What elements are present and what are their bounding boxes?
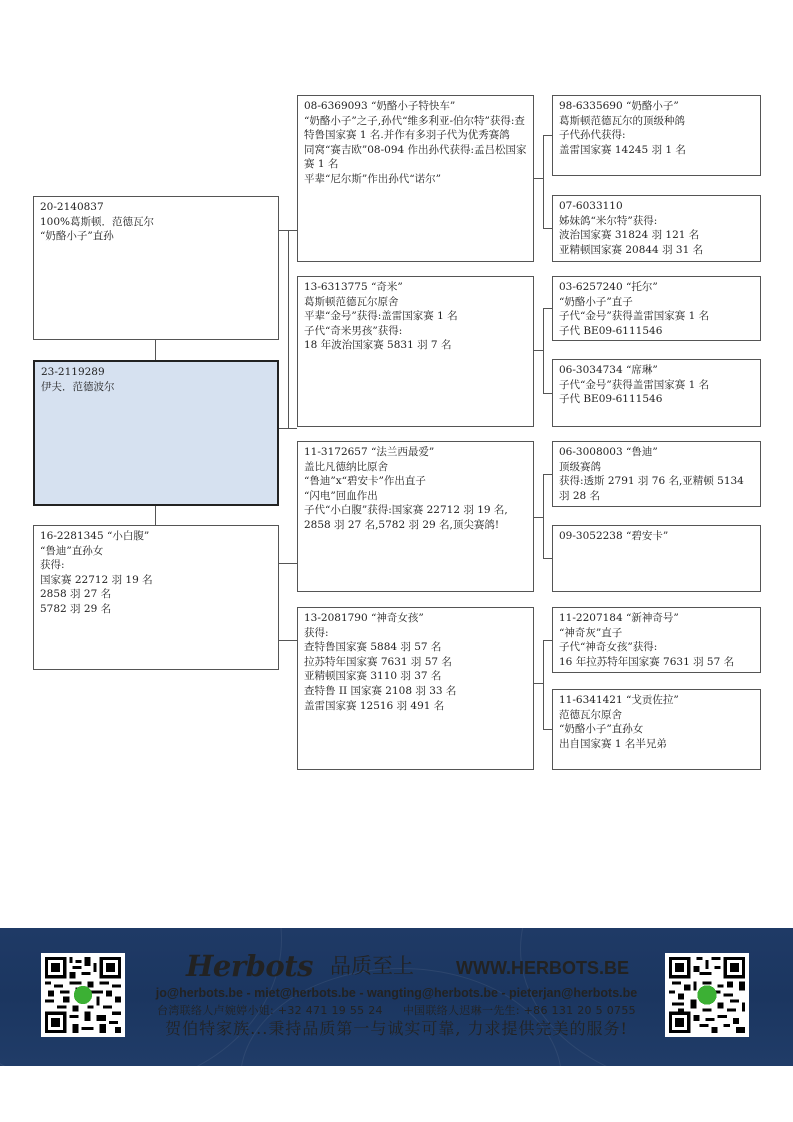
contact-taiwan: 台湾联络人卢婉婷小姐: +32 471 19 55 24 [157,1004,383,1017]
connector-line [155,340,156,360]
dam-line: 国家赛 22712 羽 19 名 [40,573,153,586]
sire-dam-line: 葛斯顿范德瓦尔原舍 [304,295,399,308]
sire-line: 100%葛斯顿．范德瓦尔 [40,215,155,228]
email-contacts[interactable]: jo@herbots.be - miet@herbots.be - wangting@herbots.be - pieterjan@herbots.be [155,986,638,1000]
dss-line: 06-3008003 “鲁迪” [559,446,658,458]
dam-dam-line: 13-2081790 “神奇女孩” [304,612,424,624]
ssd-line: 亚精顿国家赛 20844 羽 31 名 [559,243,704,256]
sire-box [33,196,279,340]
connector-line [279,640,297,641]
sds-box [552,276,761,341]
connector-line [279,428,297,429]
sire-dam-line: 平辈“金号”获得:盖雷国家赛 1 名 [304,310,458,323]
sire-sire-line: “奶酪小子”之子,孙代“维多利亚-伯尔特”获得:查特鲁国家赛 1 名.并作有多羽子代为优秀赛鸽 [304,114,525,142]
connector-line [543,729,552,730]
dds-box [552,607,761,673]
dam-dam-line: 亚精顿国家赛 3110 羽 37 名 [304,670,442,683]
sdd-box [552,359,761,427]
sds-line: 03-6257240 “托尔” [559,281,658,293]
dsd-box [552,525,761,592]
sdd-line: 06-3034734 “席琳” [559,364,658,376]
dam-dam-box [297,607,534,770]
ddd-line: 范德瓦尔原舍 [559,708,622,721]
dam-box [33,525,279,670]
ddd-line: “奶酪小子”直孙女 [559,723,644,736]
sss-line: 葛斯顿范德瓦尔的顶级种鸽 [559,114,685,127]
dam-sire-line: 子代“小白腹”获得:国家赛 22712 羽 19 名, [304,504,508,517]
connector-line [543,308,544,394]
dam-sire-box [297,441,534,592]
sds-line: 子代“金号”获得盖雷国家赛 1 名 [559,310,710,323]
subject-box [33,360,279,506]
dam-dam-line: 查特鲁 II 国家赛 2108 羽 33 名 [304,684,457,697]
sire-sire-line: 平辈“尼尔斯”作出孙代“诺尔” [304,172,441,185]
connector-line [543,393,552,394]
connector-line [288,230,289,428]
dam-line: “鲁迪”直孙女 [40,544,104,557]
connector-line [534,178,543,179]
dam-sire-line: 盖比凡德纳比原舍 [304,460,388,473]
connector-line [543,640,544,730]
ssd-line: 姊妹鸽“米尔特”获得: [559,214,658,227]
dam-dam-line: 盖雷国家赛 12516 羽 491 名 [304,699,445,712]
connector-line [543,474,544,559]
herbots-logo: Herbots [186,949,313,983]
dss-box [552,441,761,507]
phone-contacts [0,1003,793,1018]
contact-china: 中国联络人迟琳一先生: +86 131 20 5 0755 [402,1004,636,1017]
connector-line [543,474,552,475]
dam-line: 2858 羽 27 名 [40,588,112,601]
sire-dam-line: 子代“奇米男孩”获得: [304,324,403,337]
dam-sire-line: “鲁迪”x“碧安卡”作出直子 [304,475,426,488]
connector-line [543,640,552,641]
connector-line [543,228,552,229]
dss-line: 顶级赛鸽 [559,460,601,473]
sire-sire-box [297,95,534,262]
connector-line [534,517,543,518]
dam-dam-line: 拉苏特年国家赛 7631 羽 57 名 [304,655,452,668]
ssd-line: 波治国家赛 31824 羽 121 名 [559,229,700,242]
connector-line [279,563,297,564]
dds-line: 子代“神奇女孩”获得: [559,641,658,654]
ddd-box [552,689,761,770]
sss-box [552,95,761,176]
ddd-line: 出自国家赛 1 名半兄弟 [559,737,667,750]
website-link[interactable]: WWW.HERBOTS.BE [456,958,629,978]
dds-line: “神奇灰”直子 [559,626,623,639]
dsd-line: 09-3052238 “碧安卡” [559,530,669,542]
brand-row [186,949,629,983]
sss-line: 98-6335690 “奶酪小子” [559,100,679,112]
dam-sire-line: 11-3172657 “法兰西最爱” [304,446,435,458]
sire-line: “奶酪小子”直孙 [40,230,114,243]
connector-line [155,506,156,525]
dam-sire-line: “闪电”回血作出 [304,489,378,502]
sdd-line: 子代 BE09-6111546 [559,393,663,406]
subject-ring-number: 23-2119289 [41,366,105,378]
dam-line: 16-2281345 “小白腹” [40,530,150,542]
sire-dam-box [297,276,534,427]
connector-line [534,350,543,351]
sds-line: 子代 BE09-6111546 [559,324,663,337]
footer-slogan: 贺伯特家族...秉持品质第一与诚实可靠, 力求提供完美的服务! [165,1019,628,1038]
sire-sire-line: 08-6369093 “奶酪小子特快车” [304,100,456,112]
brand-tagline: 品质至上 [330,954,414,978]
connector-line [534,683,543,684]
sss-line: 子代孙代获得: [559,129,626,142]
connector-line [543,135,552,136]
connector-line [543,135,544,229]
sire-line: 20-2140837 [40,201,104,213]
sds-line: “奶酪小子”直子 [559,295,633,308]
dds-line: 11-2207184 “新神奇号” [559,612,679,624]
connector-line [543,558,552,559]
dss-line: 获得:透斯 2791 羽 76 名,亚精顿 5134 羽 28 名 [559,475,748,502]
sdd-line: 子代“金号”获得盖雷国家赛 1 名 [559,378,710,391]
dam-dam-line: 查特鲁国家赛 5884 羽 57 名 [304,641,442,654]
sss-line: 盖雷国家赛 14245 羽 1 名 [559,143,686,156]
dam-dam-line: 获得: [304,626,329,639]
ssd-line: 07-6033110 [559,200,623,212]
ddd-line: 11-6341421 “戈贡佐拉” [559,694,679,706]
subject-owner: 伊夫．范德波尔 [41,380,115,393]
dam-line: 获得: [40,559,65,572]
sire-dam-line: 18 年波治国家赛 5831 羽 7 名 [304,339,452,352]
dam-sire-line: 2858 羽 27 名,5782 羽 29 名,顶尖赛鸽! [304,518,500,531]
sire-dam-line: 13-6313775 “奇米” [304,281,403,293]
dam-line: 5782 羽 29 名 [40,602,112,615]
ssd-box [552,195,761,262]
dds-line: 16 年拉苏特年国家赛 7631 羽 57 名 [559,655,735,668]
sire-sire-line: 同窝“赛吉欧”08-094 作出孙代获得:孟吕松国家赛 1 名 [304,143,527,171]
connector-line [543,308,552,309]
